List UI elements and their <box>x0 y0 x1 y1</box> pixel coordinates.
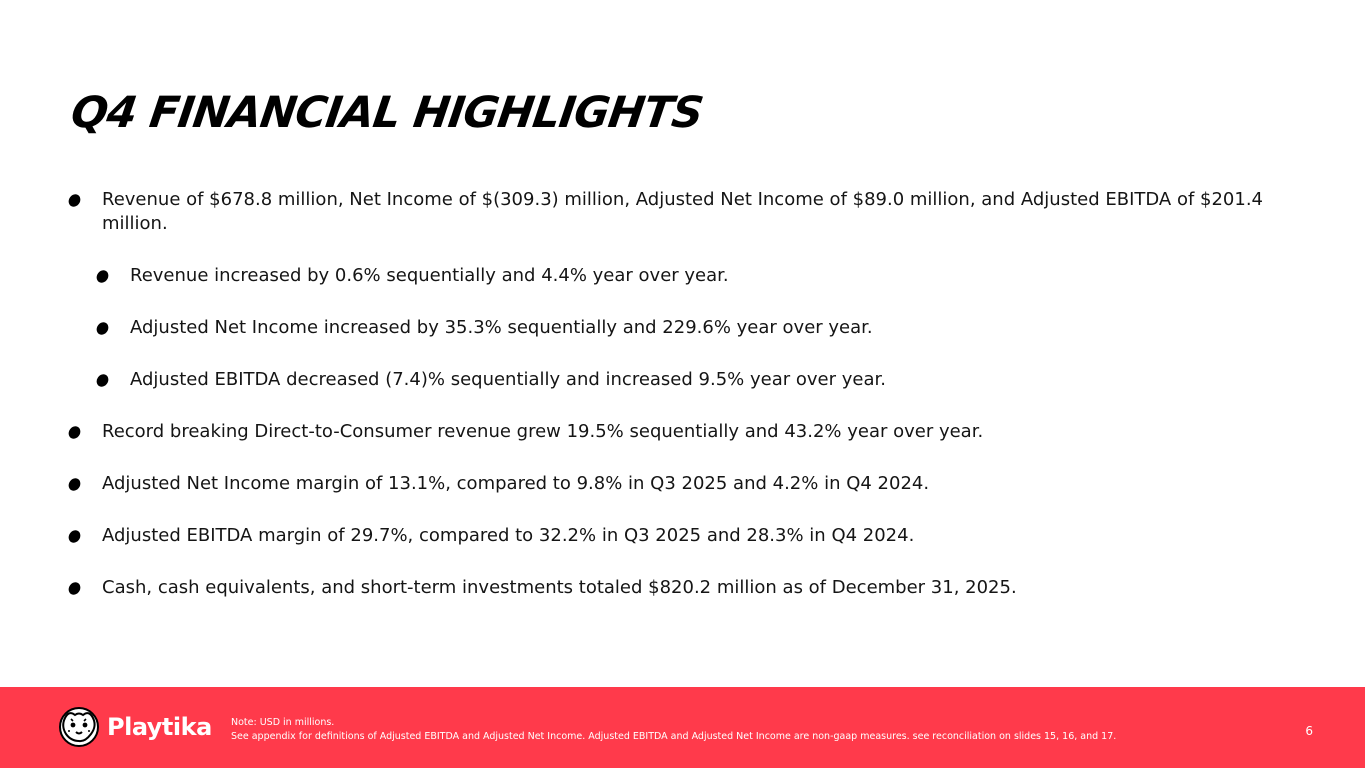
bullet-item <box>68 420 1298 444</box>
bullet-item <box>68 472 1298 496</box>
bullet-text: Adjusted EBITDA margin of 29.7%, compared to 32.2% in Q3 2025 and 28.3% in Q4 2024. <box>102 525 915 546</box>
bullet-text: Adjusted Net Income increased by 35.3% sequentially and 229.6% year over year. <box>130 317 873 338</box>
bullet-item <box>68 576 1298 600</box>
bullet-text: Record breaking Direct-to-Consumer revenue grew 19.5% sequentially and 43.2% year over year. <box>102 421 984 442</box>
sub-bullet-item <box>96 368 1298 392</box>
footnote <box>231 716 1116 744</box>
bullet-text: Adjusted Net Income margin of 13.1%, compared to 9.8% in Q3 2025 and 4.2% in Q4 2024. <box>102 473 930 494</box>
bullet-text: Adjusted EBITDA decreased (7.4)% sequentially and increased 9.5% year over year. <box>130 369 886 390</box>
bullet-dot-icon <box>66 476 82 493</box>
bullet-item <box>68 188 1298 236</box>
footer-bar <box>0 687 1365 768</box>
bullet-dot-icon <box>66 424 82 441</box>
slide-title: Q4 FINANCIAL HIGHLIGHTS <box>68 88 706 138</box>
bullet-dot-icon <box>66 528 82 545</box>
bullet-text: Cash, cash equivalents, and short-term investments totaled $820.2 million as of December 31, 2025. <box>102 577 1017 598</box>
bullet-dot-icon <box>94 268 110 285</box>
bullet-text: Revenue increased by 0.6% sequentially and 4.4% year over year. <box>130 265 729 286</box>
bullet-dot-icon <box>94 320 110 337</box>
sub-bullet-item <box>96 316 1298 340</box>
sub-bullet-item <box>96 264 1298 288</box>
playtika-logo <box>57 706 212 748</box>
cheetah-icon <box>57 706 101 748</box>
bullet-text: Revenue of $678.8 million, Net Income of $(309.3) million, Adjusted Net Income of $89.0 million, and Adjusted EBITDA of $201.4 million. <box>102 189 1264 234</box>
logo-wordmark: Playtika <box>107 713 212 741</box>
page-number: 6 <box>1305 724 1313 738</box>
bullet-dot-icon <box>94 372 110 389</box>
footnote-line: Note: USD in millions. <box>231 717 335 728</box>
highlights-list <box>68 188 1298 628</box>
bullet-dot-icon <box>66 192 82 209</box>
bullet-item <box>68 524 1298 548</box>
footnote-line: See appendix for definitions of Adjusted EBITDA and Adjusted Net Income. Adjusted EBITDA and Adjusted Net Income are non-gaap measures. see reconciliation on slides 15, 16, and 17. <box>231 731 1117 742</box>
bullet-dot-icon <box>66 580 82 597</box>
